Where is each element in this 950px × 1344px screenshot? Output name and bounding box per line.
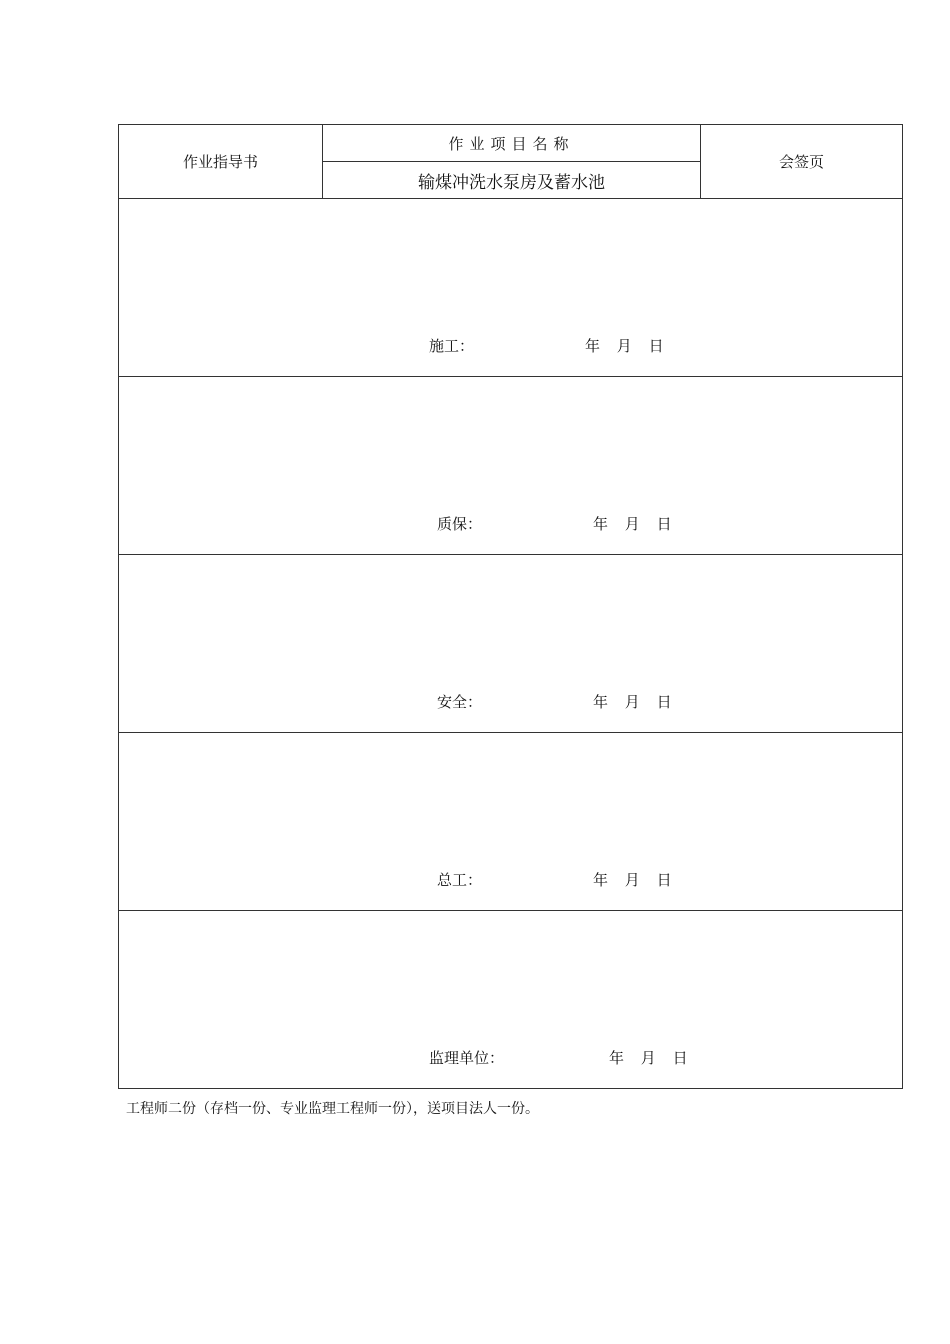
table-header xyxy=(119,125,902,199)
sign-date-quality xyxy=(593,513,684,534)
date-year: 年 xyxy=(593,871,609,889)
sign-label-safety: 安全： xyxy=(437,693,483,711)
date-day: 日 xyxy=(648,337,664,355)
date-year: 年 xyxy=(609,1049,625,1067)
sign-label-chief-engineer: 总工： xyxy=(437,871,483,889)
date-month: 月 xyxy=(640,1049,656,1067)
project-name-value: 输煤冲洗水泵房及蓄水池 xyxy=(418,172,605,193)
sign-label-supervision: 监理单位： xyxy=(429,1049,505,1067)
sign-date-chief-engineer xyxy=(593,869,684,890)
sign-row-chief-engineer xyxy=(119,733,902,911)
countersign-table xyxy=(118,124,903,1089)
date-year: 年 xyxy=(593,515,609,533)
sign-date-supervision xyxy=(609,1047,700,1068)
document-type-cell: 作业指导书 xyxy=(119,125,323,198)
sign-row-construction xyxy=(119,199,902,377)
sign-label-construction: 施工： xyxy=(429,337,475,355)
sign-row-supervision xyxy=(119,911,902,1088)
date-day: 日 xyxy=(656,515,672,533)
date-day: 日 xyxy=(656,693,672,711)
page-type-cell: 会签页 xyxy=(778,153,824,171)
sign-date-construction xyxy=(585,335,676,356)
date-month: 月 xyxy=(624,515,640,533)
date-year: 年 xyxy=(585,337,601,355)
date-month: 月 xyxy=(624,693,640,711)
sign-date-safety xyxy=(593,691,684,712)
distribution-note: 工程师二份（存档一份、专业监理工程师一份），送项目法人一份。 xyxy=(126,1101,539,1117)
date-day: 日 xyxy=(672,1049,688,1067)
project-name-label: 作业项目名称 xyxy=(323,125,700,162)
date-month: 月 xyxy=(624,871,640,889)
date-year: 年 xyxy=(593,693,609,711)
project-cell xyxy=(323,125,701,198)
sign-row-quality xyxy=(119,377,902,555)
sign-label-quality: 质保： xyxy=(437,515,483,533)
date-month: 月 xyxy=(616,337,632,355)
sign-row-safety xyxy=(119,555,902,733)
date-day: 日 xyxy=(656,871,672,889)
